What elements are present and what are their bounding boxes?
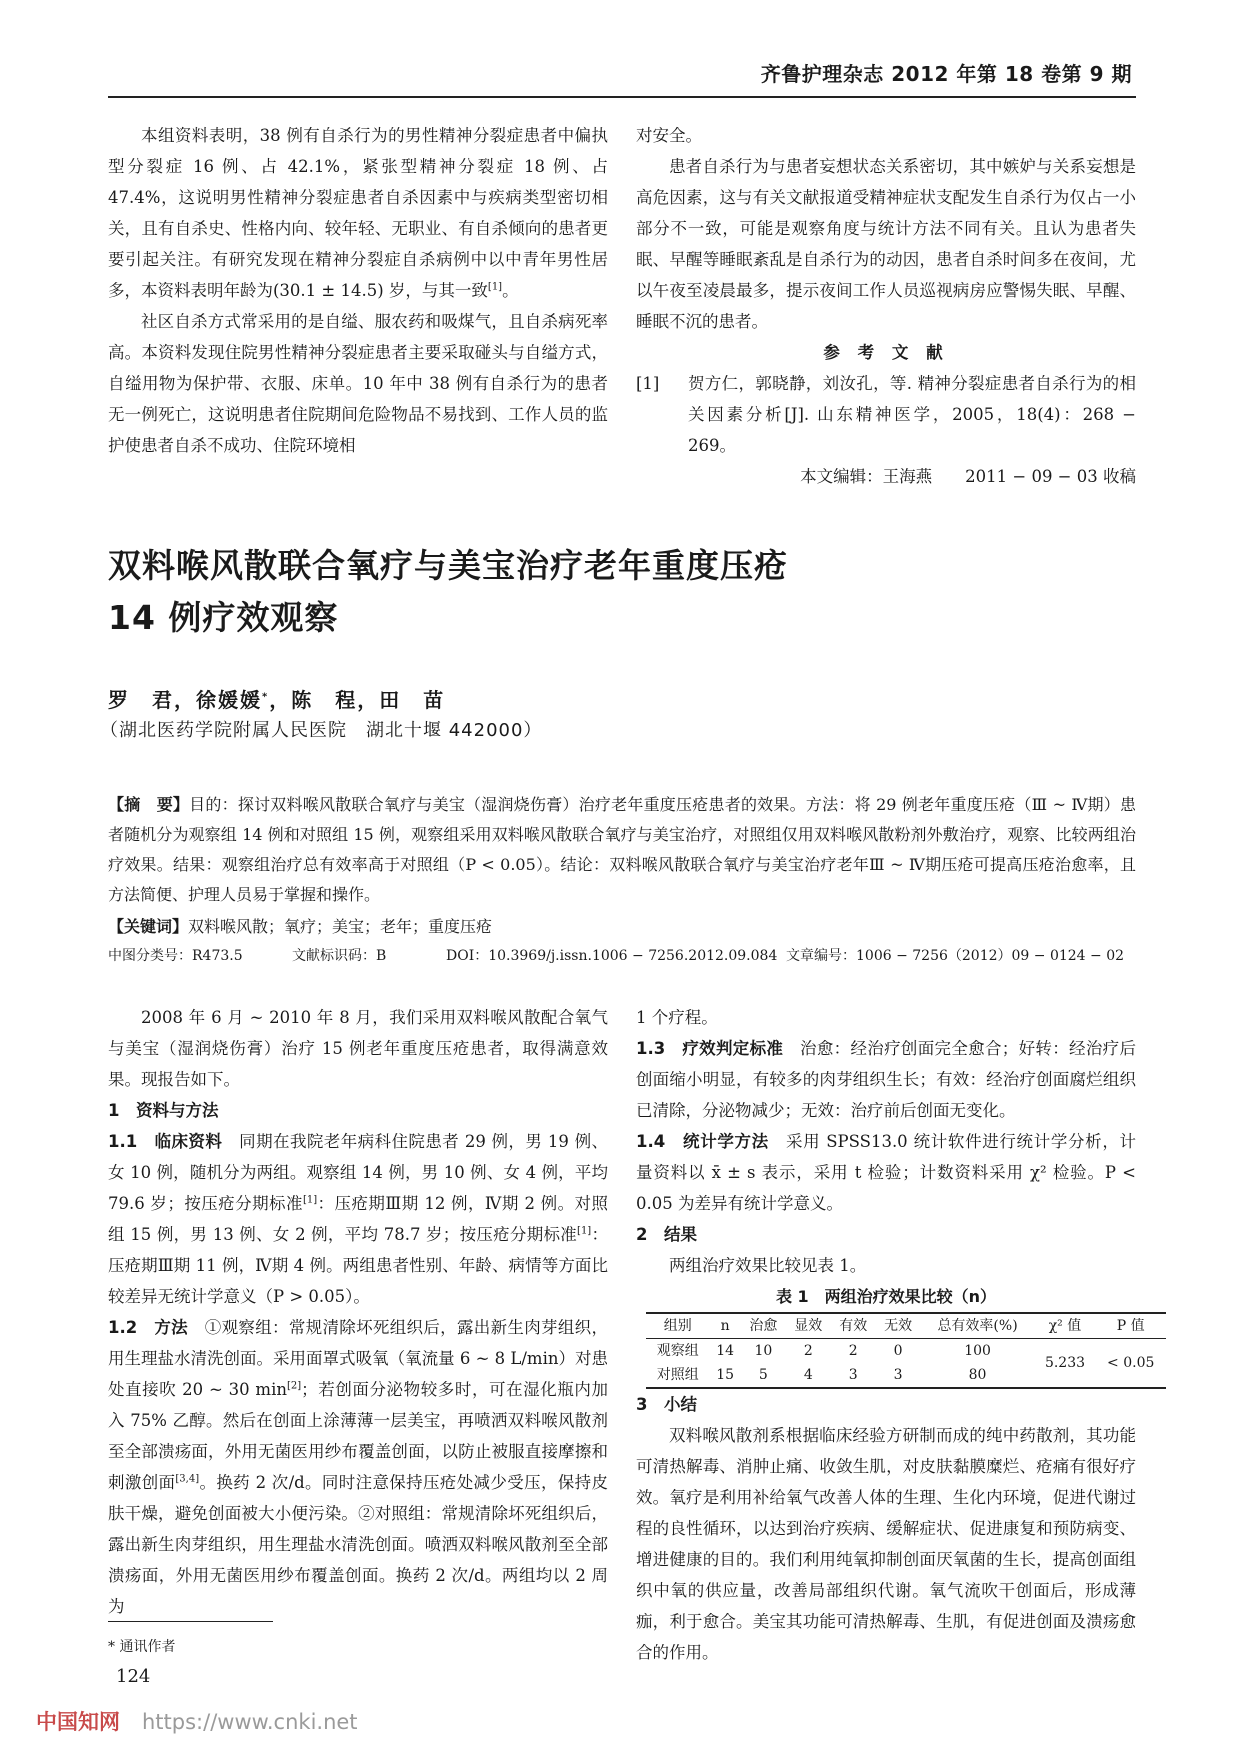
chi-square-value: 5.233 [1044,1355,1086,1371]
section-2-heading: 2 结果 [636,1225,697,1244]
table-header-row [646,1313,1166,1339]
section-1-heading: 1 资料与方法 [108,1101,219,1120]
table-header-cell: χ² 值 [1048,1318,1082,1334]
table-header-cell: n [720,1318,730,1334]
references-heading: 参 考 文 献 [823,343,949,362]
prev-article-right-column [636,120,1136,492]
prev-paragraph-1: 本组资料表明，38 例有自杀行为的男性精神分裂症患者中偏执型分裂症 16 例、占 42.1%，紧张型精神分裂症 18 例、占 47.4%，这说明男性精神分裂症患者自杀因素中与疾病类型密切相关，且有自杀史、性格内向、较年轻、无职业、有自杀倾向的患者更要引起关注。有研究发现在精神分裂症自杀病例中以中青年男性居多，本资料表明年龄为(30.1 ± 14.5) 岁，与其一致[1]。 [108,126,608,300]
footnote-rule [108,1621,273,1622]
abstract-label: 【摘 要】 [108,795,190,814]
prev-article-left-column [108,120,608,461]
section-1-1: 1.1 临床资料 同期在我院老年病科住院患者 29 例，男 19 例、女 10 例，随机分为两组。观察组 14 例，男 10 例、女 4 例，平均 79.6 岁；按压疮分期标准[1]：压疮期Ⅲ期 12 例，Ⅳ期 2 例。对照组 15 例，男 13 例、女 2 例，平均 78.7 岁；按压疮分期标准[1]：压疮期Ⅲ期 11 例，Ⅳ期 4 例。两组患者性别、年龄、病情等方面比较差异无统计学意义（P > 0.05）。 [108,1132,608,1306]
page-number: 124 [116,1666,151,1687]
keywords [108,912,492,942]
intro-paragraph: 2008 年 6 月 ~ 2010 年 8 月，我们采用双料喉风散配合氧气与美宝（湿润烧伤膏）治疗 15 例老年重度压疮患者，取得满意效果。现报告如下。 [108,1008,608,1089]
authors: 罗 君，徐媛媛*，陈 程，田 苗 [108,688,446,712]
table-header-cell: P 值 [1116,1318,1145,1334]
doi: DOI：10.3969/j.issn.1006 − 7256.2012.09.084 [446,948,778,964]
table-row: 观察组 14 10 2 2 0 100 5.233 < 0.05 [646,1339,1166,1364]
prev-paragraph-2: 社区自杀方式常采用的是自缢、服农药和吸煤气，且自杀病死率高。本资料发现住院男性精神分裂症患者主要采取碰头与自缢方式，自缢用物为保护带、衣服、床单。10 年中 38 例有自杀行为的患者无一例死亡，这说明患者住院期间危险物品不易找到、工作人员的监护使患者自杀不成功、住院环境相 [108,312,608,455]
corresponding-mark: * [262,691,270,703]
cnki-url: https://www.cnki.net [142,1710,358,1734]
table-header-cell: 治愈 [749,1318,778,1334]
header-rule [108,96,1136,98]
reference-text: 贺方仁，郭晓静，刘汝孔，等. 精神分裂症患者自杀行为的相关因素分析[J]. 山东精神医学，2005，18(4)：268 − 269。 [688,374,1136,455]
table-title: 表 1 两组治疗效果比较（n） [775,1287,997,1306]
table-header-cell: 组别 [663,1318,692,1334]
section-1-2: 1.2 方法 ①观察组：常规清除坏死组织后，露出新生肉芽组织，用生理盐水清洗创面。采用面罩式吸氧（氧流量 6 ~ 8 L/min）对患处直接吹 20 ~ 30 min[2]；若创面分泌物较多时，可在湿化瓶内加入 75% 乙醇。然后在创面上涂薄薄一层美宝，再喷洒双料喉风散剂至全部溃疡面，外用无菌医用纱布覆盖创面，以防止被服直接摩擦和刺激创面[3,4]。换药 2 次/d。同时注意保持压疮处减少受压，保持皮肤干燥，避免创面被大小便污染。②对照组：常规清除坏死组织后，露出新生肉芽组织，用生理盐水清洗创面。喷洒双料喉风散剂至全部溃疡面，外用无菌医用纱布覆盖创面。换药 2 次/d。两组均以 2 周为 [108,1318,609,1616]
abstract-text: 目的：探讨双料喉风散联合氧疗与美宝（湿润烧伤膏）治疗老年重度压疮患者的效果。方法：将 29 例老年重度压疮（Ⅲ ~ Ⅳ期）患者随机分为观察组 14 例和对照组 15 例，观察组采用双料喉风散联合氧疗与美宝治疗，对照组仅用双料喉风散粉剂外敷治疗，观察、比较两组治疗效果。结果：观察组治疗总有效率高于对照组（P < 0.05）。结论：双料喉风散联合氧疗与美宝治疗老年Ⅲ ~ Ⅳ期压疮可提高压疮治愈率，且方法简便、护理人员易于掌握和操作。 [108,795,1136,904]
section-3-text: 双料喉风散剂系根据临床经验方研制而成的纯中药散剂，其功能可清热解毒、消肿止痛、收敛生肌，对皮肤黏膜糜烂、疮痛有很好疗效。氧疗是利用补给氧气改善人体的生理、生化内环境，促进代谢过程的良性循环，以达到治疗疾病、缓解症状、促进康复和预防病变、增进健康的目的。我们利用纯氧抑制创面厌氧菌的生长，提高创面组织中氧的供应量，改善局部组织代谢。氧气流吹干创面后，形成薄痂，利于愈合。美宝其功能可清热解毒、生肌，有促进创面及溃疡愈合的作用。 [636,1426,1136,1662]
table-header-cell: 无效 [884,1318,913,1334]
reference-number: [1] [636,374,660,393]
article-number: 文章编号：1006 − 7256（2012）09 − 0124 − 02 [786,948,1125,964]
table-header-cell: 总有效率(%) [937,1318,1018,1334]
citation: [1] [487,281,503,293]
section-3-heading: 3 小结 [636,1395,697,1414]
p-value: < 0.05 [1107,1355,1155,1371]
editor-line: 本文编辑：王海燕 2011 − 09 − 03 收稿 [800,467,1136,486]
article-title: 双料喉风散联合氧疗与美宝治疗老年重度压疮 14 例疗效观察 [108,546,788,637]
table-header-cell: 有效 [839,1318,868,1334]
section-2-text: 两组治疗效果比较见表 1。 [669,1256,867,1275]
cnki-watermark [36,1706,358,1736]
results-table [646,1312,1166,1389]
reference-item [636,368,1136,461]
affiliation: （湖北医药学院附属人民医院 湖北十堰 442000） [100,720,543,741]
table-row: 对照组 15 5 4 3 3 80 [646,1363,1166,1388]
keywords-label: 【关键词】 [108,917,189,936]
prev-paragraph-3: 对安全。 [636,126,702,145]
section-1-4: 1.4 统计学方法 采用 SPSS13.0 统计软件进行统计学分析，计量资料以 x̄ ± s 表示，采用 t 检验；计数资料采用 χ² 检验。P < 0.05 为差异有统计学意义。 [636,1132,1136,1213]
keywords-text: 双料喉风散；氧疗；美宝；老年；重度压疮 [188,917,493,936]
table-header-cell: 显效 [794,1318,823,1334]
section-1-3: 1.3 疗效判定标准 治愈：经治疗创面完全愈合；好转：经治疗后创面缩小明显，有较多的肉芽组织生长；有效：经治疗创面腐烂组织已清除，分泌物减少；无效：治疗前后创面无变化。 [636,1039,1136,1120]
abstract [108,790,1136,910]
continuation-text: 1 个疗程。 [636,1008,718,1027]
article-meta [108,944,1136,968]
doc-code: 文献标识码：B [292,948,387,964]
prev-paragraph-4: 患者自杀行为与患者妄想状态关系密切，其中嫉妒与关系妄想是高危因素，这与有关文献报道受精神症状支配发生自杀行为仅占一小部分不一致，可能是观察角度与统计方法不同有关。且认为患者失眠、早醒等睡眠紊乱是自杀行为的动因，患者自杀时间多在夜间，尤以午夜至凌晨最多，提示夜间工作人员巡视病房应警惕失眠、早醒、睡眠不沉的患者。 [636,157,1136,331]
cnki-logo: 中国知网 [36,1710,120,1734]
footnote: * 通讯作者 [108,1639,176,1655]
journal-header: 齐鲁护理杂志 2012 年第 18 卷第 9 期 [760,62,1132,86]
clc-number: 中图分类号：R473.5 [108,948,243,964]
body-left-column [108,1002,608,1622]
body-right-column [636,1002,1155,1668]
